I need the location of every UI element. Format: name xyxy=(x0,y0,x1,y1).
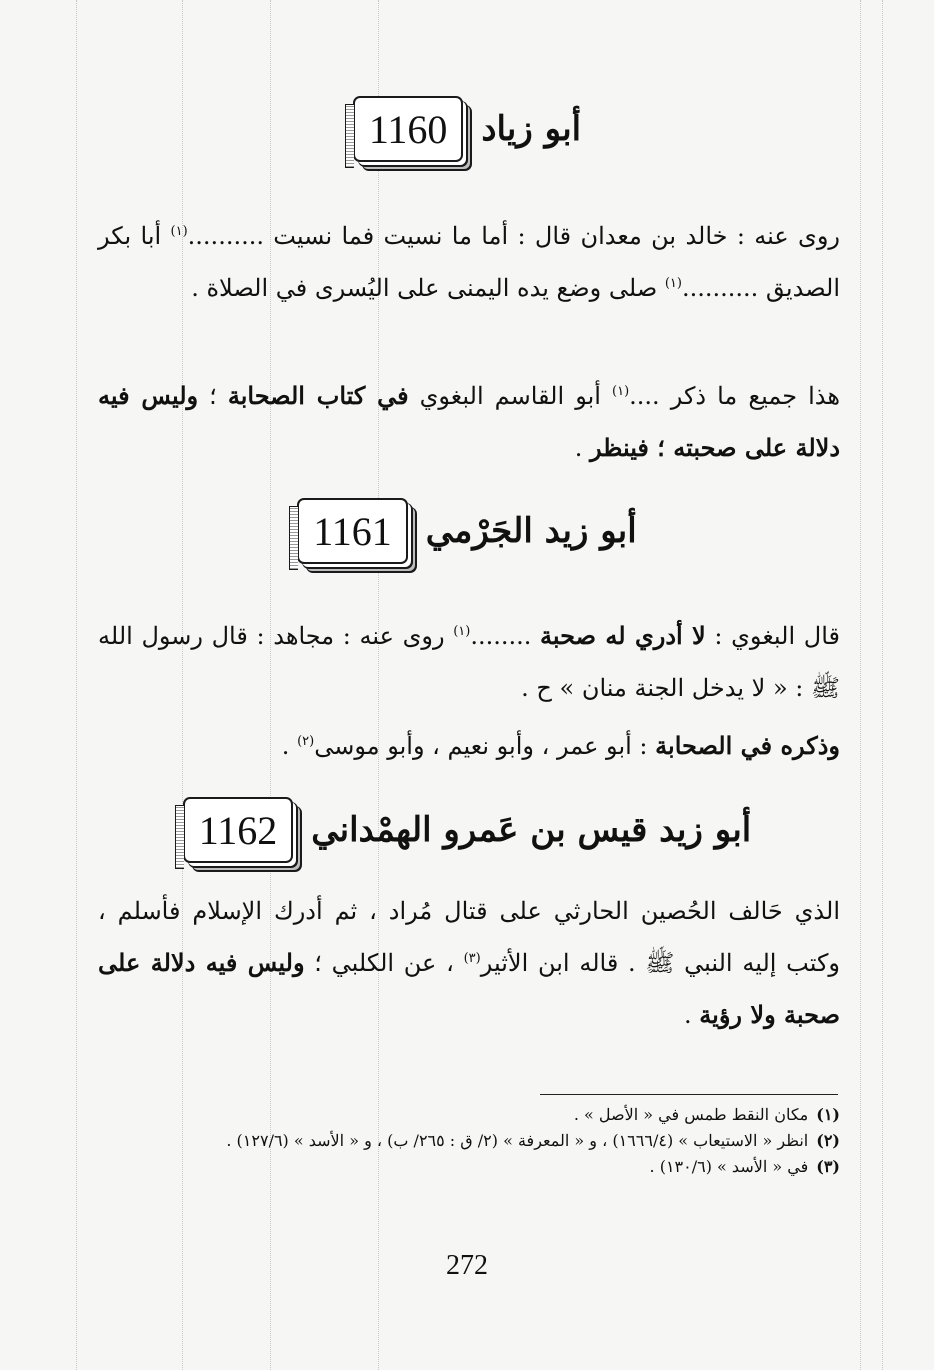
footnote-number: (٣) xyxy=(816,1157,840,1176)
bold-text: وليس فيه دلالة على صحبة ولا رؤية xyxy=(98,948,840,1029)
bold-text: وذكره في الصحابة xyxy=(655,731,840,760)
scan-margin-line xyxy=(860,0,861,1370)
bold-text: وليس فيه دلالة على صحبته ؛ فينظر xyxy=(98,381,840,462)
text: روى عنه : مجاهد : قال رسول الله ﷺ : « لا يدخل الجنة منان » ح . xyxy=(98,622,840,702)
footnote xyxy=(98,1154,840,1180)
entry-paragraph xyxy=(98,210,840,314)
scan-margin-line xyxy=(76,0,77,1370)
footnote-number: (٢) xyxy=(816,1131,840,1150)
text: . xyxy=(281,732,298,760)
footnote-marker: (١) xyxy=(612,384,630,399)
entry-heading xyxy=(0,797,934,863)
text: : أبو عمر ، وأبو نعيم ، وأبو موسى xyxy=(314,732,656,760)
text: روى عنه : خالد بن معدان قال : أما ما نسيت فما نسيت .......... xyxy=(187,222,841,250)
text: أبو القاسم البغوي xyxy=(408,382,613,410)
footnote xyxy=(98,1102,840,1128)
entry-paragraph xyxy=(98,885,840,1041)
text: صلى وضع يده اليمنى على اليُسرى في الصلاة . xyxy=(191,274,665,302)
entry-number-box: 1162 xyxy=(183,797,294,863)
text: . xyxy=(684,1001,700,1029)
footnote-marker: (١) xyxy=(453,624,471,639)
entry-title: أبو زيد قيس بن عَمرو الهمْداني xyxy=(311,810,752,850)
text: . xyxy=(574,434,591,462)
entry-paragraph xyxy=(98,370,840,474)
bold-text: في كتاب الصحابة xyxy=(227,381,409,410)
text: الذي حَالف الحُصين الحارثي على قتال مُراد ، ثم أدرك الإسلام فأسلم ، وكتب إليه النبي ﷺ . قاله ابن الأثير xyxy=(98,897,840,977)
text: أبا بكر الصديق .......... xyxy=(98,222,840,302)
footnote-marker: (٣) xyxy=(463,951,481,966)
entry-number-box: 1160 xyxy=(353,96,464,162)
footnotes xyxy=(98,1102,840,1180)
entry-paragraph xyxy=(98,610,840,714)
text: ........ xyxy=(470,622,541,650)
entry-number-box: 1161 xyxy=(297,498,408,564)
scan-margin-line xyxy=(882,0,883,1370)
text: ، عن الكلبي ؛ xyxy=(304,949,464,977)
entry-paragraph xyxy=(98,720,840,772)
entry-title: أبو زياد xyxy=(481,109,582,149)
text: قال البغوي : xyxy=(705,622,840,650)
entry-heading xyxy=(0,498,934,564)
entry-title: أبو زيد الجَرْمي xyxy=(425,511,637,551)
footnote-divider xyxy=(540,1094,838,1095)
text: ؛ xyxy=(198,382,228,410)
footnote-marker: (١) xyxy=(170,224,188,239)
footnote-text: مكان النقط طمس في « الأصل » . xyxy=(573,1105,809,1124)
entry-heading xyxy=(0,96,934,162)
page-number: 272 xyxy=(446,1250,488,1281)
footnote xyxy=(98,1128,840,1154)
bold-text: لا أدري له صحبة xyxy=(540,621,706,650)
text: هذا جميع ما ذكر .... xyxy=(629,382,841,410)
footnote-number: (١) xyxy=(816,1105,840,1124)
footnote-text: في « الأسد » (١٣٠/٦) . xyxy=(649,1157,809,1176)
footnote-text: انظر « الاستيعاب » (١٦٦٦/٤) ، و « المعرفة » (٢/ ق : ٢٦٥/ ب) ، و « الأسد » (١٢٧/٦) . xyxy=(226,1131,809,1150)
footnote-marker: (١) xyxy=(664,276,682,291)
footnote-marker: (٢) xyxy=(297,734,315,749)
